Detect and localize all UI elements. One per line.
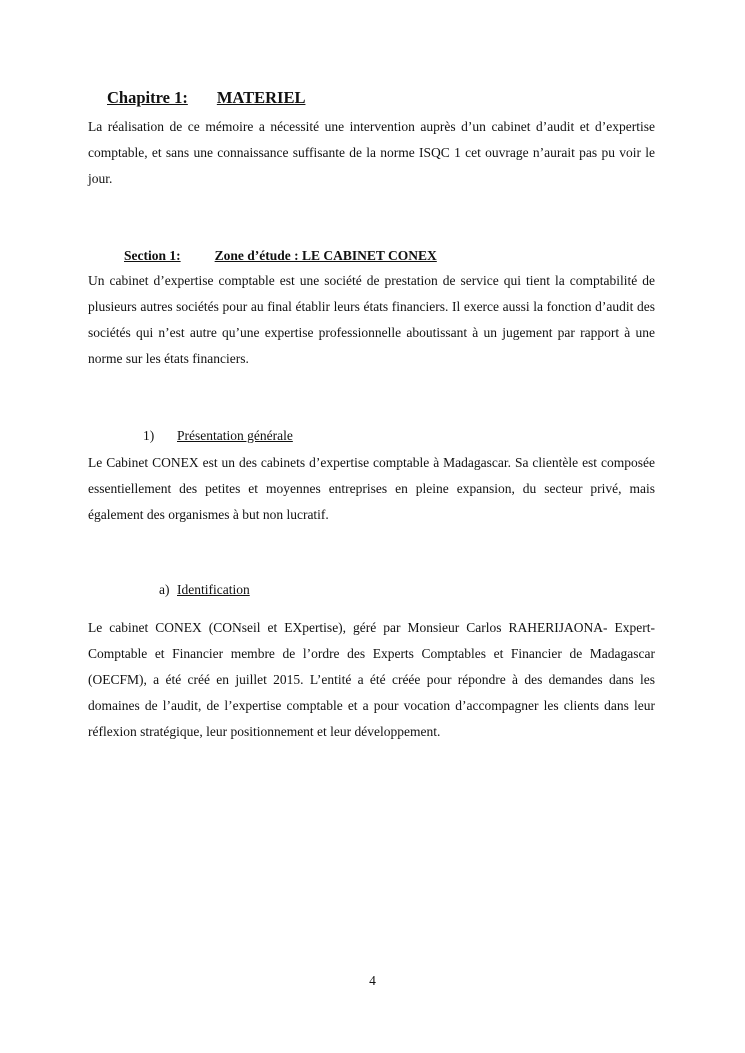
subsubsection-paragraph: Le cabinet CONEX (CONseil et EXpertise), géré par Monsieur Carlos RAHERIJAONA- Expert-Comptable et Financier membre de l’ordre des Experts Comptables et Financier de Madagascar (OECFM), a été créé en juillet 2015. L’entité a été créée pour répondre à des demandes dans les domaines de l’audit, de l’expertise comptable et a pour vocation d’accompagner les clients dans leur réflexion stratégique, leur positionnement et leur développement. <box>88 620 655 739</box>
chapter-title: MATERIEL <box>216 88 306 107</box>
section-label: Section 1: <box>124 248 181 263</box>
subsubsection-heading <box>159 582 250 598</box>
subsection-title: Présentation générale <box>177 428 293 443</box>
subsubsection-title: Identification <box>177 582 250 597</box>
subsection-number: 1) <box>143 428 155 443</box>
section-title: Zone d’étude : LE CABINET CONEX <box>214 248 437 263</box>
page-number: 4 <box>369 973 376 988</box>
chapter-label: Chapitre 1: <box>107 88 188 107</box>
section-paragraph: Un cabinet d’expertise comptable est une société de prestation de service qui tient la comptabilité de plusieurs autres sociétés pour au final établir leurs états financiers. Il exerce aussi la fonction d’audit des sociétés qui n’est autre qu’une expertise professionnelle aboutissant à un jugement par rapport à une norme sur les états financiers. <box>88 273 655 366</box>
subsection-heading <box>143 428 293 444</box>
section-heading <box>124 248 437 264</box>
subsection-paragraph: Le Cabinet CONEX est un des cabinets d’expertise comptable à Madagascar. Sa clientèle est composée essentiellement des petites et moyennes entreprises en pleine expansion, du secteur privé, mais également des organismes à but non lucratif. <box>88 455 655 522</box>
intro-paragraph: La réalisation de ce mémoire a nécessité une intervention auprès d’un cabinet d’audit et d’expertise comptable, et sans une connaissance suffisante de la norme ISQC 1 cet ouvrage n’aurait pas pu voir le jour. <box>88 119 655 186</box>
subsubsection-letter: a) <box>159 582 170 597</box>
chapter-heading <box>107 88 305 108</box>
